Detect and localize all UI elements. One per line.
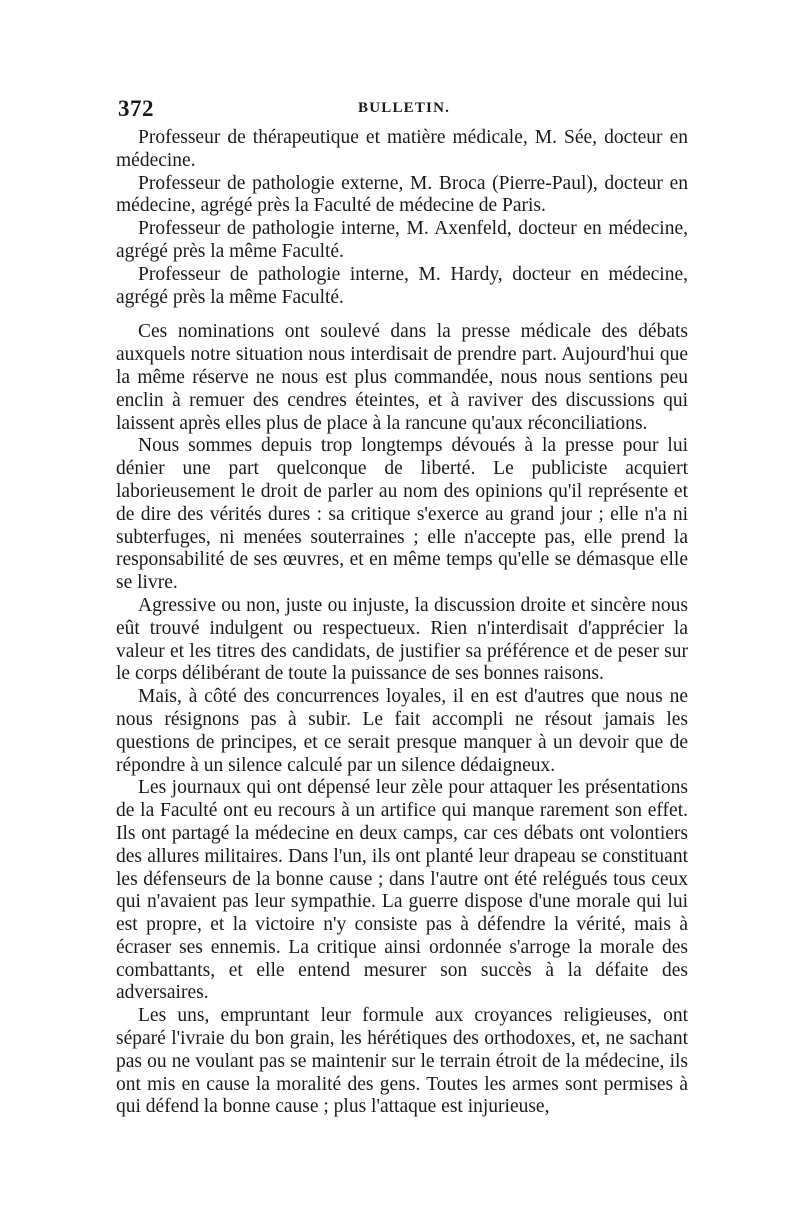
- paragraph-press-liberty: Nous sommes depuis trop longtemps dévoués à la presse pour lui dénier une part quelconque de liberté. Le publiciste acquiert laborieusement le droit de parler au nom des opinions qu'il représente et de dire des vérités dures : sa critique s'exerce au grand jour ; elle n'a ni subterfuges, ni menées souterraines ; elle n'accepte pas, elle prend la responsabilité de ses œuvres, et en même temps qu'elle se démasque elle se livre.: [116, 435, 688, 594]
- running-head: [118, 96, 688, 124]
- paragraph-professor-external-pathology: Professeur de pathologie externe, M. Broca (Pierre-Paul), docteur en médecine, agrégé près la Faculté de médecine de Paris.: [116, 172, 688, 217]
- paragraph-nominations-debate: Ces nominations ont soulevé dans la presse médicale des débats auxquels notre situation nous interdisait de prendre part. Aujourd'hui que la même réserve ne nous est plus commandée, nous nous sentions peu enclin à remuer des cendres éteintes, et à raviver des discussions qui laissent après elles plus de place à la rancune qu'aux réconciliations.: [116, 321, 688, 434]
- paragraph-loyal-competition: Mais, à côté des concurrences loyales, il en est d'autres que nous ne nous résignons pas à subir. Le fait accompli ne résout jamais les questions de principes, et ce serait presque manquer à un devoir que de répondre à un silence calculé par un silence dédaigneux.: [116, 686, 688, 776]
- paragraph-professor-internal-pathology-hardy: Professeur de pathologie interne, M. Hardy, docteur en médecine, agrégé près la même Faculté.: [116, 263, 688, 308]
- paragraph-discussion: Agressive ou non, juste ou injuste, la discussion droite et sincère nous eût trouvé indulgent ou respectueux. Rien n'interdisait d'apprécier la valeur et les titres des candidats, de justifier sa préférence et de peser sur le corps délibérant de toute la puissance de ses bonnes raisons.: [116, 594, 688, 685]
- paragraph-professor-therapeutics: Professeur de thérapeutique et matière médicale, M. Sée, docteur en médecine.: [116, 127, 688, 171]
- paragraph-religious-formula: Les uns, empruntant leur formule aux croyances religieuses, ont séparé l'ivraie du bon grain, les hérétiques des orthodoxes, et, ne sachant pas ou ne voulant pas se maintenir sur le terrain étroit de la médecine, ils ont mis en cause la moralité des gens. Toutes les armes sont permises à qui défend la bonne cause ; plus l'attaque est injurieuse,: [116, 1005, 688, 1118]
- page-number: 372: [118, 96, 154, 121]
- paragraph-newspapers: Les journaux qui ont dépensé leur zèle pour attaquer les présentations de la Faculté ont eu recours à un artifice qui manque rarement son effet. Ils ont partagé la médecine en deux camps, car ces débats ont volontiers des allures militaires. Dans l'un, ils ont planté leur drapeau se constituant les défenseurs de la bonne cause ; dans l'autre ont été relégués tous ceux qui n'avaient pas leur sympathie. La guerre dispose d'une morale qui lui est propre, et la victoire n'y consiste pas à défendre la vérité, mais à écraser ses ennemis. La critique ainsi ordonnée s'arroge la morale des combattants, et elle entend mesurer son succès à la défaite des adversaires.: [116, 777, 688, 1004]
- paragraph-professor-internal-pathology-axenfeld: Professeur de pathologie interne, M. Axenfeld, docteur en médecine, agrégé près la même Faculté.: [116, 218, 688, 262]
- running-title: BULLETIN.: [358, 100, 451, 116]
- body-text: [116, 127, 688, 1119]
